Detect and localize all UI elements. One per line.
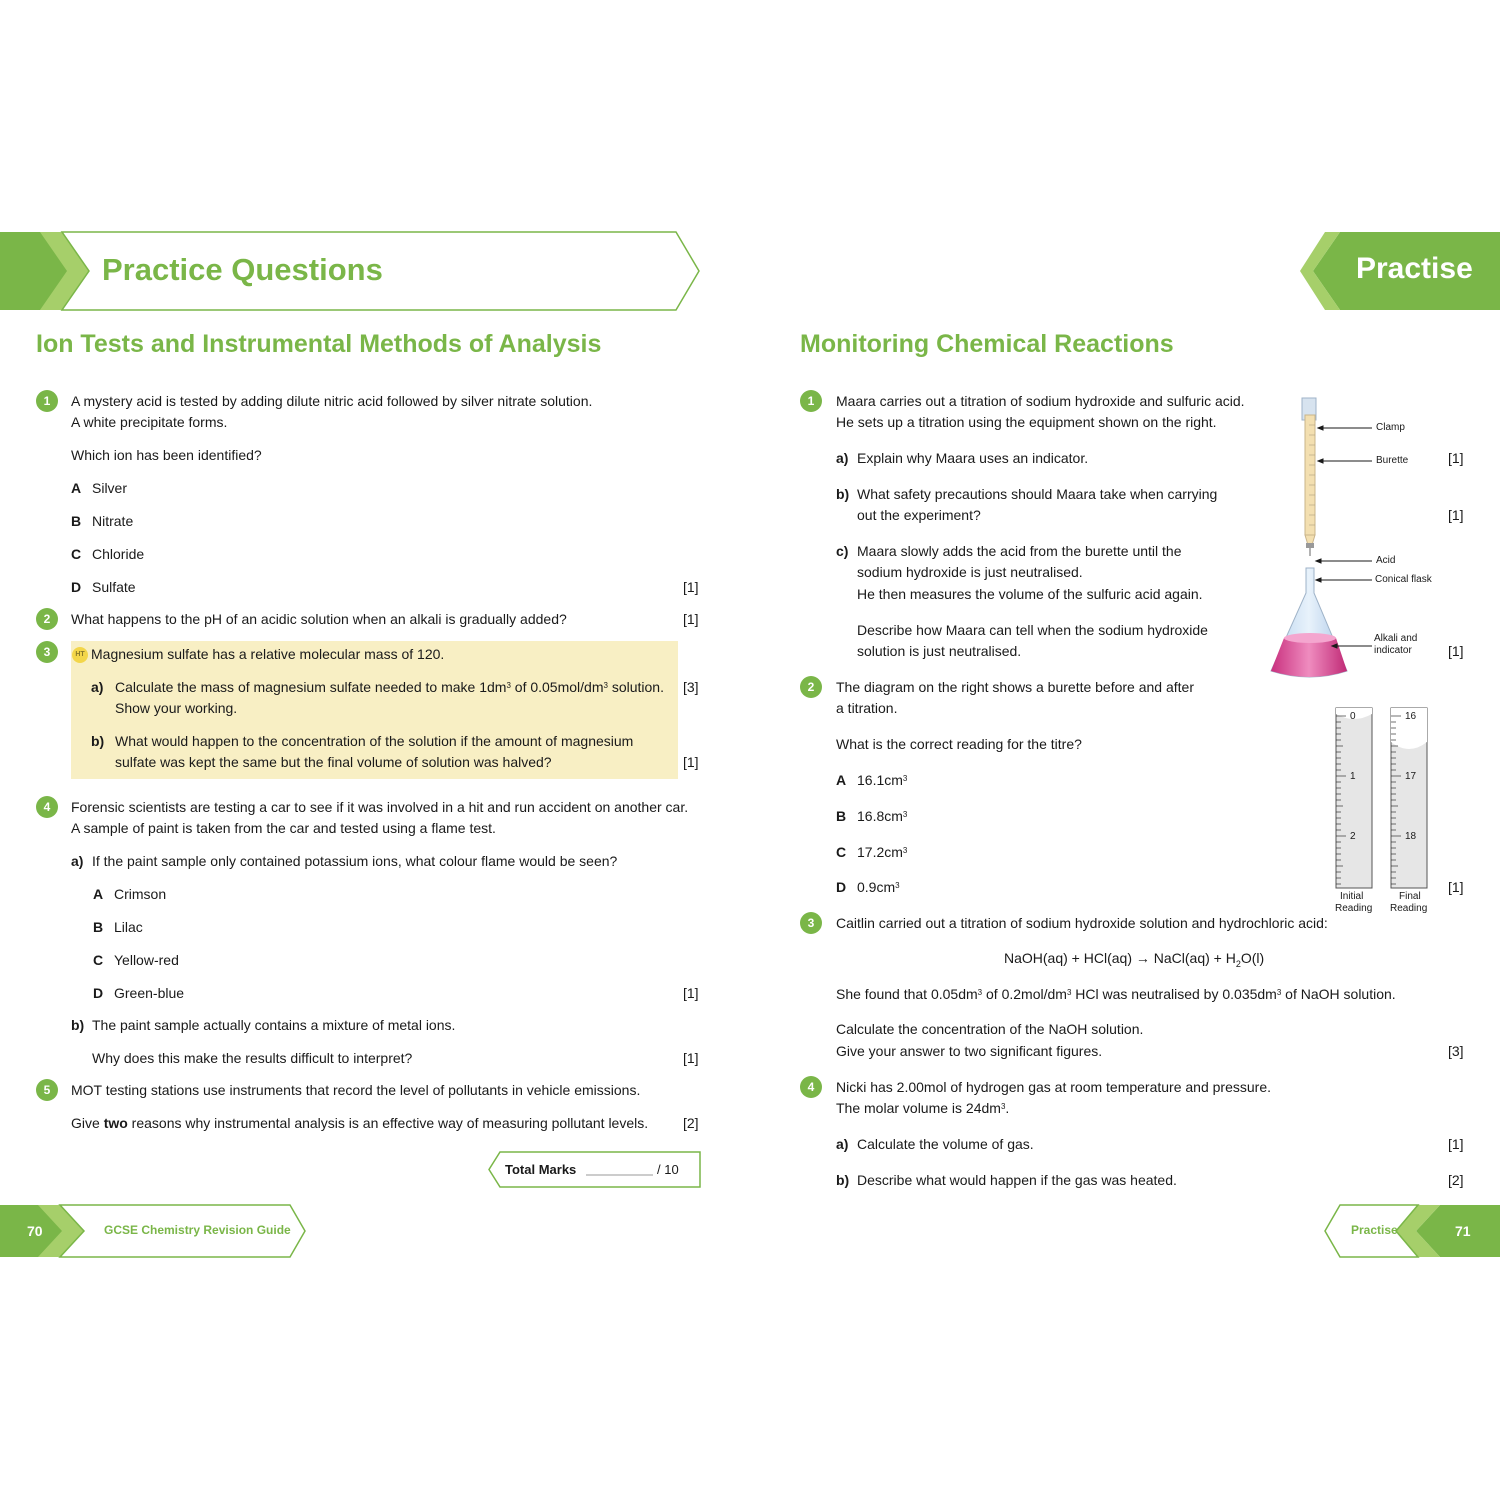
question-number-badge: 2 (800, 676, 822, 698)
chemical-equation: NaOH(aq) + HCl(aq) → NaCl(aq) + $H_2O(l)$ (1004, 950, 1265, 969)
question-text: sodium hydroxide is just neutralised. (857, 564, 1083, 580)
question-text: What happens to the pH of an acidic solution when an alkali is gradually added? (71, 611, 567, 627)
page-number-left: 70 (27, 1223, 43, 1239)
subpart-label: b) (91, 733, 105, 749)
question-text: She found that $0.05dm^3$ of $0.2mol/dm^3$ HCl was neutralised by $0.035dm^3$ of NaOH solution. (836, 986, 1396, 1002)
question-text: A white precipitate forms. (71, 414, 228, 430)
question-number-badge: 3 (800, 912, 822, 934)
diagram-label-indicator: indicator (1374, 645, 1412, 656)
question-text: He sets up a titration using the equipment shown on the right. (836, 414, 1217, 430)
question-text: The paint sample actually contains a mixture of metal ions. (92, 1017, 456, 1033)
answer-option[interactable]: B $16.8cm^3$ (836, 808, 908, 824)
question-text: Forensic scientists are testing a car to see if it was involved in a hit and run accident on another car. (71, 799, 689, 815)
final-reading-label: Reading (1390, 903, 1428, 914)
burette-readings-diagram (1332, 706, 1432, 891)
question-text: He then measures the volume of the sulfuric acid again. (857, 586, 1203, 602)
final-reading-label: Final (1399, 891, 1421, 902)
question-text: MOT testing stations use instruments that record the level of pollutants in vehicle emissions. (71, 1082, 641, 1098)
subpart-label: a) (71, 853, 84, 869)
question-prompt: Which ion has been identified? (71, 447, 262, 463)
right-section-heading: Monitoring Chemical Reactions (800, 330, 1174, 358)
marks-label: [1] (1448, 507, 1464, 523)
diagram-label-clamp: Clamp (1376, 422, 1405, 433)
question-text: The diagram on the right shows a burette before and after (836, 679, 1194, 695)
page-number-right: 71 (1455, 1223, 1471, 1239)
section-tab-title: Practise (1356, 252, 1473, 285)
subpart-label: a) (836, 1136, 849, 1152)
burette-tick-label: 17 (1405, 771, 1417, 782)
question-text: Calculate the concentration of the NaOH solution. (836, 1021, 1144, 1037)
question-text: A mystery acid is tested by adding dilute nitric acid followed by silver nitrate solution. (71, 393, 593, 409)
burette-tick-label: 0 (1350, 711, 1356, 722)
subpart-label: a) (91, 679, 104, 695)
marks-label: [1] (683, 1050, 699, 1066)
marks-label: [1] (683, 754, 699, 770)
marks-label: [1] (683, 611, 699, 627)
higher-tier-icon: HT (72, 647, 88, 663)
initial-reading-label: Reading (1335, 903, 1373, 914)
left-section-heading: Ion Tests and Instrumental Methods of Analysis (36, 330, 602, 358)
marks-label: [1] (1448, 1136, 1464, 1152)
answer-option[interactable]: C Yellow-red (93, 952, 179, 968)
answer-option[interactable]: D Green-blue (93, 985, 185, 1001)
question-text: Give your answer to two significant figures. (836, 1043, 1103, 1059)
question-text: Explain why Maara uses an indicator. (857, 450, 1089, 466)
question-text: Calculate the mass of magnesium sulfate needed to make $1dm^3$ of $0.05mol/dm^3$ solution. (115, 679, 664, 695)
subpart-label: b) (836, 486, 850, 502)
answer-option[interactable]: D $0.9cm^3$ (836, 879, 900, 895)
marks-label: [3] (683, 679, 699, 695)
marks-label: [1] (1448, 643, 1464, 659)
total-marks-label: Total Marks (505, 1162, 577, 1177)
question-number-badge: 2 (36, 608, 58, 630)
marks-label: [2] (683, 1115, 699, 1131)
question-text: out the experiment? (857, 507, 981, 523)
question-text: Caitlin carried out a titration of sodium hydroxide solution and hydrochloric acid: (836, 915, 1328, 931)
subpart-label: a) (836, 450, 849, 466)
subpart-label: b) (836, 1172, 850, 1188)
question-text: Give two reasons why instrumental analysis is an effective way of measuring pollutant levels. (71, 1115, 649, 1131)
diagram-label-alkali: Alkali and (1374, 633, 1418, 644)
subpart-label: b) (71, 1017, 85, 1033)
burette-tick-label: 2 (1350, 831, 1356, 842)
answer-option[interactable]: C $17.2cm^3$ (836, 844, 908, 860)
footer-book-title: GCSE Chemistry Revision Guide (104, 1223, 291, 1237)
initial-reading-label: Initial (1340, 891, 1364, 902)
answer-option[interactable]: B Lilac (93, 919, 143, 935)
marks-label: [3] (1448, 1043, 1464, 1059)
diagram-label-acid: Acid (1376, 555, 1396, 566)
question-number-badge: 5 (36, 1079, 58, 1101)
diagram-label-flask: Conical flask (1375, 574, 1432, 585)
answer-option[interactable]: B Nitrate (71, 513, 134, 529)
question-text: sulfate was kept the same but the final volume of solution was halved? (115, 754, 552, 770)
answer-option[interactable]: D Sulfate (71, 579, 136, 595)
marks-label: [1] (683, 985, 699, 1001)
question-text: a titration. (836, 700, 898, 716)
question-prompt: What is the correct reading for the titre? (836, 736, 1082, 752)
question-text: The molar volume is $24dm^3$. (836, 1100, 1010, 1116)
burette-tick-label: 1 (1350, 771, 1356, 782)
burette-tick-label: 18 (1405, 831, 1417, 842)
answer-option[interactable]: A Crimson (93, 886, 167, 902)
question-text: Maara carries out a titration of sodium hydroxide and sulfuric acid. (836, 393, 1245, 409)
marks-label: [1] (1448, 450, 1464, 466)
question-number-badge: 1 (36, 390, 58, 412)
question-text: A sample of paint is taken from the car and tested using a flame test. (71, 820, 496, 836)
question-text: Magnesium sulfate has a relative molecular mass of 120. (91, 646, 445, 662)
question-text: What would happen to the concentration of the solution if the amount of magnesium (115, 733, 634, 749)
question-text: If the paint sample only contained potassium ions, what colour flame would be seen? (92, 853, 618, 869)
question-number-badge: 4 (36, 796, 58, 818)
question-number-badge: 3 (36, 641, 58, 663)
answer-option[interactable]: C Chloride (71, 546, 145, 562)
question-text: Calculate the volume of gas. (857, 1136, 1034, 1152)
burette-tick-label: 16 (1405, 711, 1417, 722)
marks-label: [1] (1448, 879, 1464, 895)
question-text: Maara slowly adds the acid from the burette until the (857, 543, 1182, 559)
question-number-badge: 1 (800, 390, 822, 412)
question-text: Why does this make the results difficult to interpret? (92, 1050, 413, 1066)
question-text: Describe how Maara can tell when the sodium hydroxide (857, 622, 1208, 638)
diagram-label-burette: Burette (1376, 455, 1409, 466)
question-text: What safety precautions should Maara take when carrying (857, 486, 1218, 502)
question-text: Show your working. (115, 700, 238, 716)
marks-label: [1] (683, 579, 699, 595)
subpart-label: c) (836, 543, 849, 559)
page-title: Practice Questions (102, 252, 383, 287)
question-number-badge: 4 (800, 1076, 822, 1098)
answer-option[interactable]: A $16.1cm^3$ (836, 772, 908, 788)
question-text: Describe what would happen if the gas was heated. (857, 1172, 1177, 1188)
marks-label: [2] (1448, 1172, 1464, 1188)
question-text: Nicki has 2.00mol of hydrogen gas at room temperature and pressure. (836, 1079, 1272, 1095)
total-marks-value: / 10 (657, 1162, 679, 1177)
answer-option[interactable]: A Silver (71, 480, 128, 496)
question-text: solution is just neutralised. (857, 643, 1022, 659)
footer-section-label: Practise (1351, 1223, 1398, 1237)
